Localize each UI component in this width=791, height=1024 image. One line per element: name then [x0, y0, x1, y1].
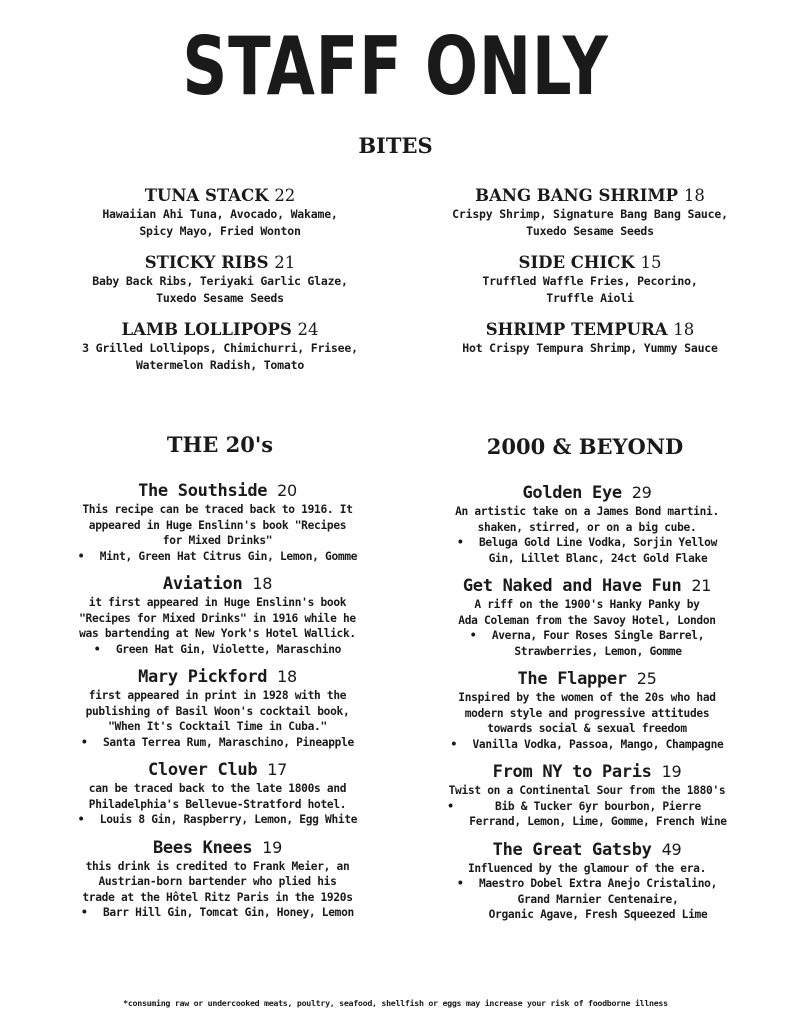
drink-ingredients: • Bib & Tucker 6yr bourbon, Pierre Ferrand, Lemon, Lime, Gomme, French Wine [447, 799, 727, 828]
drink-price: 19 [262, 837, 283, 857]
bite-description: Truffled Waffle Fries, Pecorino, Truffle Aioli [482, 274, 698, 305]
drink-story: A riff on the 1900's Hanky Panky by Ada Coleman from the Savoy Hotel, London [458, 598, 716, 627]
bite-item [400, 252, 780, 307]
drink-name: Golden Eye 29 [522, 483, 652, 503]
beyond-heading: 2000 & BEYOND [486, 434, 684, 459]
bite-description: Baby Back Ribs, Teriyaki Garlic Glaze, Tuxedo Sesame Seeds [92, 274, 348, 305]
bullet-icon: • [456, 877, 464, 890]
drink-price: 49 [661, 839, 682, 859]
drink-item [20, 759, 415, 828]
bullet-icon: • [93, 642, 101, 656]
bite-price: 18 [673, 320, 695, 339]
drink-price: 21 [691, 576, 712, 595]
drink-item [20, 480, 415, 564]
bite-item [400, 319, 780, 357]
bite-description: Hot Crispy Tempura Shrimp, Yummy Sauce [462, 341, 718, 355]
drink-price: 25 [636, 669, 657, 688]
drink-name: The Great Gatsby 49 [492, 839, 682, 860]
bite-price: 21 [274, 253, 296, 272]
bite-name: SIDE CHICK 15 [518, 253, 662, 272]
bullet-icon: • [447, 799, 454, 813]
bullet-icon: • [456, 536, 464, 549]
bite-description: Hawaiian Ahi Tuna, Avocado, Wakame, Spicy Mayo, Fried Wonton [102, 207, 338, 238]
beyond-column [392, 482, 782, 932]
bite-name: TUNA STACK 22 [144, 186, 296, 205]
drink-story: this drink is credited to Frank Meier, an Austrian-born bartender who plied his trade at the Hôtel Ritz Paris in the 1920s [82, 859, 353, 904]
drink-story: Influenced by the glamour of the era. [467, 861, 707, 875]
bullet-icon: • [81, 735, 88, 749]
drink-ingredients: • Beluga Gold Line Vodka, Sorjin Yellow Gin, Lillet Blanc, 24ct Gold Flake [456, 536, 718, 565]
bites-heading: BITES [358, 133, 433, 158]
bite-price: 22 [274, 186, 296, 205]
bite-price: 24 [297, 320, 319, 339]
bullet-icon: • [81, 906, 88, 919]
drink-story: An artistic take on a James Bond martini. shaken, stirred, or on a big cube. [455, 505, 719, 534]
bite-item [30, 185, 410, 240]
drink-name: The Southside 20 [138, 481, 297, 501]
drink-item [20, 573, 415, 657]
bullet-icon: • [77, 813, 85, 826]
drink-story: This recipe can be traced back to 1916. It appeared in Huge Enslinn's book "Recipes for Mixed Drinks" [82, 503, 353, 547]
drink-name: Mary Pickford 18 [138, 667, 297, 687]
drink-story: can be traced back to the late 1800s and Philadelphia's Bellevue-Stratford hotel. [88, 782, 347, 811]
drink-price: 17 [267, 760, 287, 779]
bite-price: 18 [683, 186, 705, 205]
bite-name: BANG BANG SHRIMP 18 [475, 186, 705, 205]
drink-name: The Flapper 25 [517, 669, 657, 689]
drink-ingredients: • Maestro Dobel Extra Anejo Cristalino, Grand Marnier Centenaire, Organic Agave, Fresh Squeezed Lime [456, 877, 718, 921]
drink-ingredients: • Santa Terrea Rum, Maraschino, Pineapple [81, 735, 354, 749]
bite-description: 3 Grilled Lollipops, Chimichurri, Frisee, Watermelon Radish, Tomato [82, 341, 358, 372]
drink-ingredients: • Barr Hill Gin, Tomcat Gin, Honey, Lemon [81, 906, 354, 919]
bite-item [30, 252, 410, 307]
drink-item [20, 666, 415, 750]
drink-ingredients: • Vanilla Vodka, Passoa, Mango, Champagne [450, 737, 724, 751]
drink-story: Twist on a Continental Sour from the 1880's [448, 784, 726, 797]
drink-price: 18 [252, 574, 273, 593]
drink-item [392, 482, 782, 566]
bite-price: 15 [640, 253, 662, 272]
drink-story: Inspired by the women of the 20s who had modern style and progressive attitudes towards social & sexual freedom [458, 691, 716, 735]
bullet-icon: • [77, 549, 85, 563]
drink-name: Clover Club 17 [148, 760, 287, 780]
bite-name: STICKY RIBS 21 [144, 253, 296, 272]
drink-price: 29 [631, 483, 652, 502]
bite-description: Crispy Shrimp, Signature Bang Bang Sauce, Tuxedo Sesame Seeds [452, 207, 728, 238]
bites-right-column [400, 185, 780, 369]
bite-item [400, 185, 780, 240]
bite-name: LAMB LOLLIPOPS 24 [121, 320, 319, 339]
drink-price: 18 [277, 667, 297, 686]
drink-item [392, 839, 782, 923]
drink-item [392, 668, 782, 752]
bullet-icon: • [450, 737, 457, 751]
drink-name: Bees Knees 19 [152, 837, 283, 858]
drink-name: Get Naked and Have Fun 21 [462, 576, 712, 596]
drink-price: 20 [277, 481, 297, 500]
health-disclaimer: *consuming raw or undercooked meats, poultry, seafood, shellfish or eggs may increase your risk of foodborne illness [123, 998, 668, 1008]
menu-title: STAFF ONLY [182, 20, 609, 113]
drink-name: From NY to Paris 19 [492, 762, 682, 782]
bullet-icon: • [469, 629, 477, 642]
drink-ingredients: • Mint, Green Hat Citrus Gin, Lemon, Gomme [77, 549, 358, 563]
drink-item [20, 837, 415, 921]
bites-left-column [30, 185, 410, 386]
drink-ingredients: • Louis 8 Gin, Raspberry, Lemon, Egg White [77, 813, 358, 826]
drink-ingredients: • Green Hat Gin, Violette, Maraschino [93, 642, 342, 656]
drink-ingredients: • Averna, Four Roses Single Barrel, Strawberries, Lemon, Gomme [469, 629, 705, 658]
twenties-heading: THE 20's [166, 432, 274, 457]
drink-item [392, 575, 782, 659]
drink-story: first appeared in print in 1928 with the publishing of Basil Woon's cocktail book, "When It's Cocktail Time in Cuba." [85, 689, 350, 733]
drink-name: Aviation 18 [162, 574, 273, 594]
bite-item [30, 319, 410, 374]
drink-story: it first appeared in Huge Enslinn's book "Recipes for Mixed Drinks" in 1916 while he was bartending at New York's Hotel Wallick. [79, 596, 356, 640]
bite-name: SHRIMP TEMPURA 18 [485, 320, 695, 339]
drink-item [392, 761, 782, 830]
twenties-column [20, 480, 415, 930]
drink-price: 19 [661, 762, 682, 781]
